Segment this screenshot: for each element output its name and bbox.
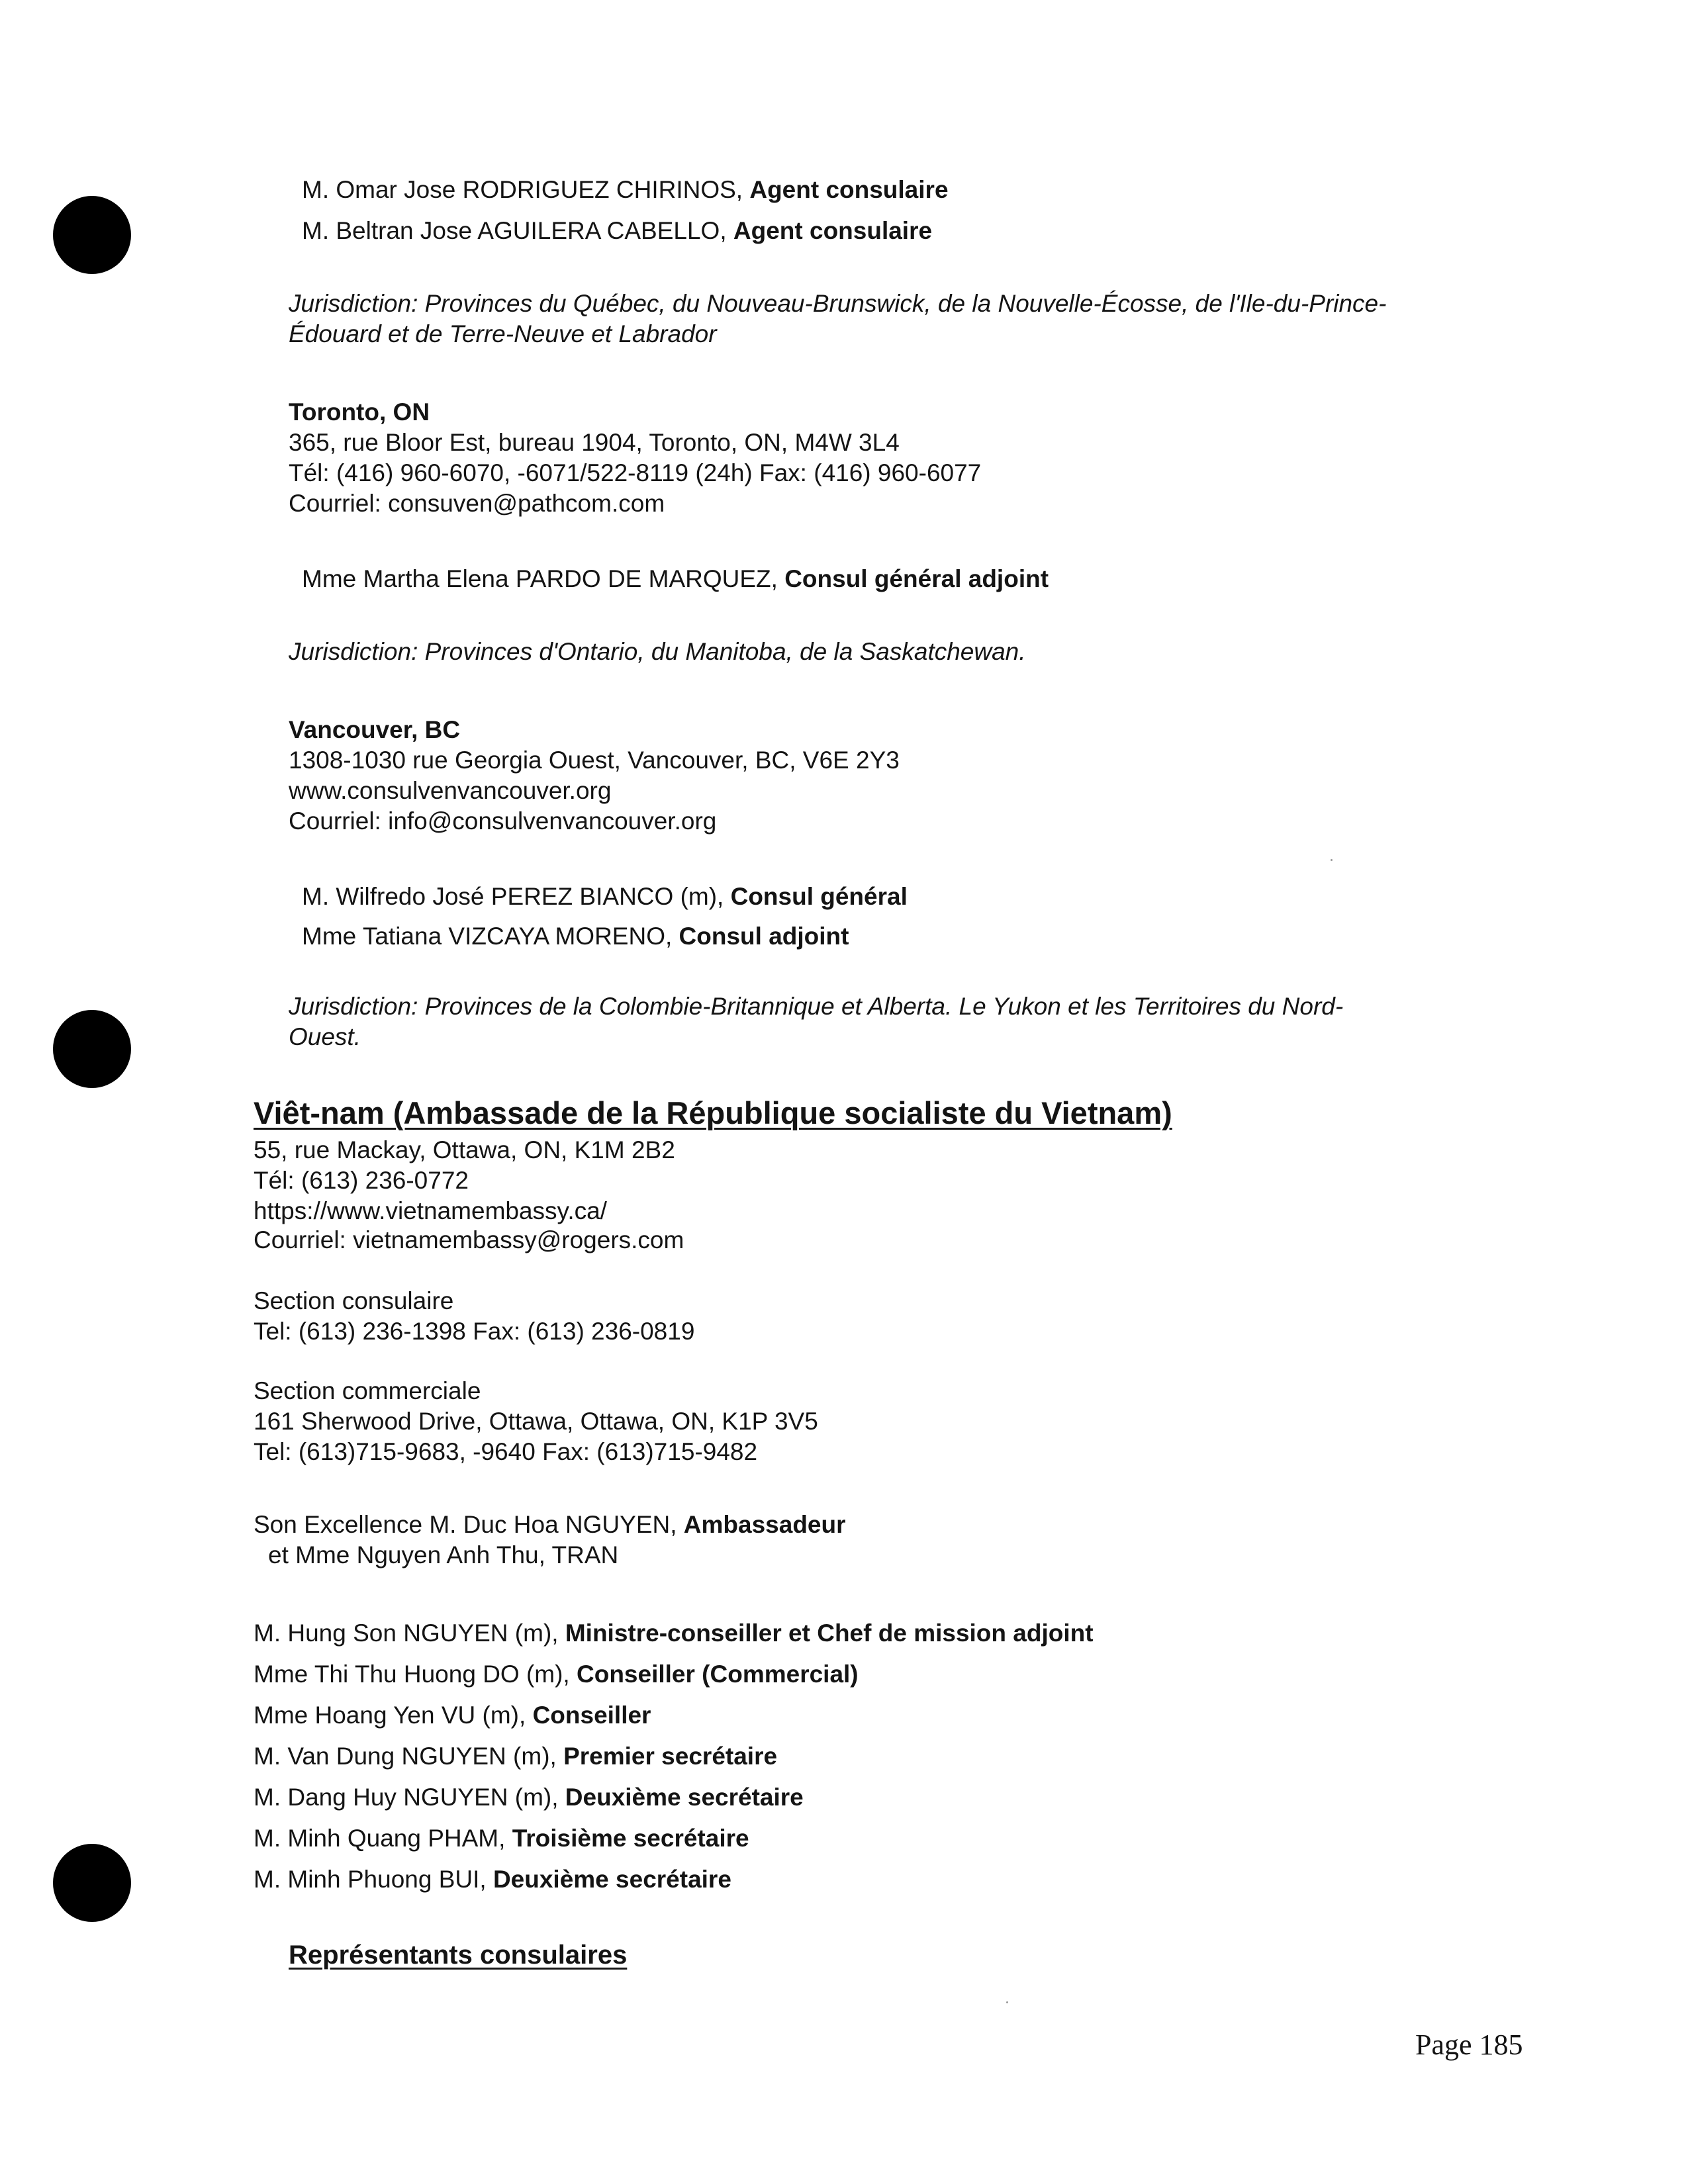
staff-name: M. Omar Jose RODRIGUEZ CHIRINOS, [302,176,750,203]
staff-title: Consul général adjoint [784,565,1049,592]
commercial-section-address: 161 Sherwood Drive, Ottawa, Ottawa, ON, K1P 3V5 [254,1408,818,1435]
punch-hole-top [53,196,131,274]
staff-title: Agent consulaire [733,217,933,244]
staff-name: M. Wilfredo José PEREZ BIANCO (m), [302,883,731,910]
page-number: Page 185 [1415,2028,1523,2061]
staff-name: M. Dang Huy NGUYEN (m), [254,1784,565,1811]
staff-title: Consul général [730,883,908,910]
punch-hole-middle [53,1010,131,1088]
staff-name: M. Beltran Jose AGUILERA CABELLO, [302,217,733,244]
embassy-email: Courriel: vietnamembassy@rogers.com [254,1226,684,1253]
office-city: Toronto, ON [289,398,430,426]
ambassador-line [254,1510,846,1539]
office-phone: Tél: (416) 960-6070, -6071/522-8119 (24h) Fax: (416) 960-6077 [289,459,982,486]
consular-representatives-heading: Représentants consulaires [289,1940,628,1970]
embassy-address: 55, rue Mackay, Ottawa, ON, K1M 2B2 [254,1136,675,1163]
jurisdiction-text: Jurisdiction: Provinces d'Ontario, du Manitoba, de la Saskatchewan. [289,638,1026,665]
staff-line [302,922,849,951]
staff-line [254,1619,1094,1648]
staff-title: Deuxième secrétaire [565,1784,804,1811]
staff-line [254,1824,749,1853]
staff-name: M. Van Dung NGUYEN (m), [254,1743,564,1770]
jurisdiction-text: Édouard et de Terre-Neuve et Labrador [289,320,717,347]
staff-line [254,1865,731,1894]
ambassador-name: Son Excellence M. Duc Hoa NGUYEN, [254,1511,684,1538]
staff-line [302,882,908,911]
ambassador-spouse: et Mme Nguyen Anh Thu, TRAN [268,1541,619,1569]
office-address: 365, rue Bloor Est, bureau 1904, Toronto, ON, M4W 3L4 [289,429,900,456]
staff-line [254,1742,777,1771]
office-website: www.consulvenvancouver.org [289,777,612,804]
staff-line [302,565,1049,594]
consular-section-phone: Tel: (613) 236-1398 Fax: (613) 236-0819 [254,1318,695,1345]
staff-name: M. Minh Quang PHAM, [254,1825,512,1852]
staff-name: M. Hung Son NGUYEN (m), [254,1619,565,1647]
staff-line [302,216,932,246]
jurisdiction-text: Jurisdiction: Provinces du Québec, du Nouveau-Brunswick, de la Nouvelle-Écosse, de l'Ile-du-Prince- [289,290,1387,317]
staff-title: Deuxième secrétaire [492,1866,731,1893]
staff-name: M. Minh Phuong BUI, [254,1866,493,1893]
scan-speck [1331,859,1333,861]
staff-title: Consul adjoint [679,923,849,950]
jurisdiction-text: Ouest. [289,1023,361,1050]
country-heading: Viêt-nam (Ambassade de la République socialiste du Vietnam) [254,1095,1172,1130]
staff-line [254,1783,804,1812]
embassy-website: https://www.vietnamembassy.ca/ [254,1197,607,1224]
staff-title: Troisième secrétaire [512,1825,749,1852]
embassy-phone: Tél: (613) 236-0772 [254,1167,469,1194]
staff-line [302,175,949,205]
staff-title: Conseiller [532,1702,651,1729]
jurisdiction-text: Jurisdiction: Provinces de la Colombie-Britannique et Alberta. Le Yukon et les Territoires du Nord- [289,993,1344,1020]
staff-title: Ministre-conseiller et Chef de mission adjoint [565,1619,1094,1647]
staff-line [254,1660,859,1689]
commercial-section-title: Section commerciale [254,1377,481,1404]
scan-speck [1006,2001,1008,2003]
office-city: Vancouver, BC [289,716,461,743]
staff-name: Mme Tatiana VIZCAYA MORENO, [302,923,679,950]
ambassador-title: Ambassadeur [683,1511,846,1538]
staff-name: Mme Martha Elena PARDO DE MARQUEZ, [302,565,785,592]
office-email: Courriel: info@consulvenvancouver.org [289,807,717,835]
consular-section-title: Section consulaire [254,1287,454,1314]
staff-title: Conseiller (Commercial) [577,1661,859,1688]
commercial-section-phone: Tel: (613)715-9683, -9640 Fax: (613)715-9482 [254,1438,758,1465]
punch-hole-bottom [53,1844,131,1922]
staff-name: Mme Thi Thu Huong DO (m), [254,1661,577,1688]
staff-line [254,1701,651,1730]
office-address: 1308-1030 rue Georgia Ouest, Vancouver, BC, V6E 2Y3 [289,747,900,774]
staff-title: Premier secrétaire [563,1743,778,1770]
staff-name: Mme Hoang Yen VU (m), [254,1702,533,1729]
staff-title: Agent consulaire [749,176,949,203]
office-email: Courriel: consuven@pathcom.com [289,490,665,517]
